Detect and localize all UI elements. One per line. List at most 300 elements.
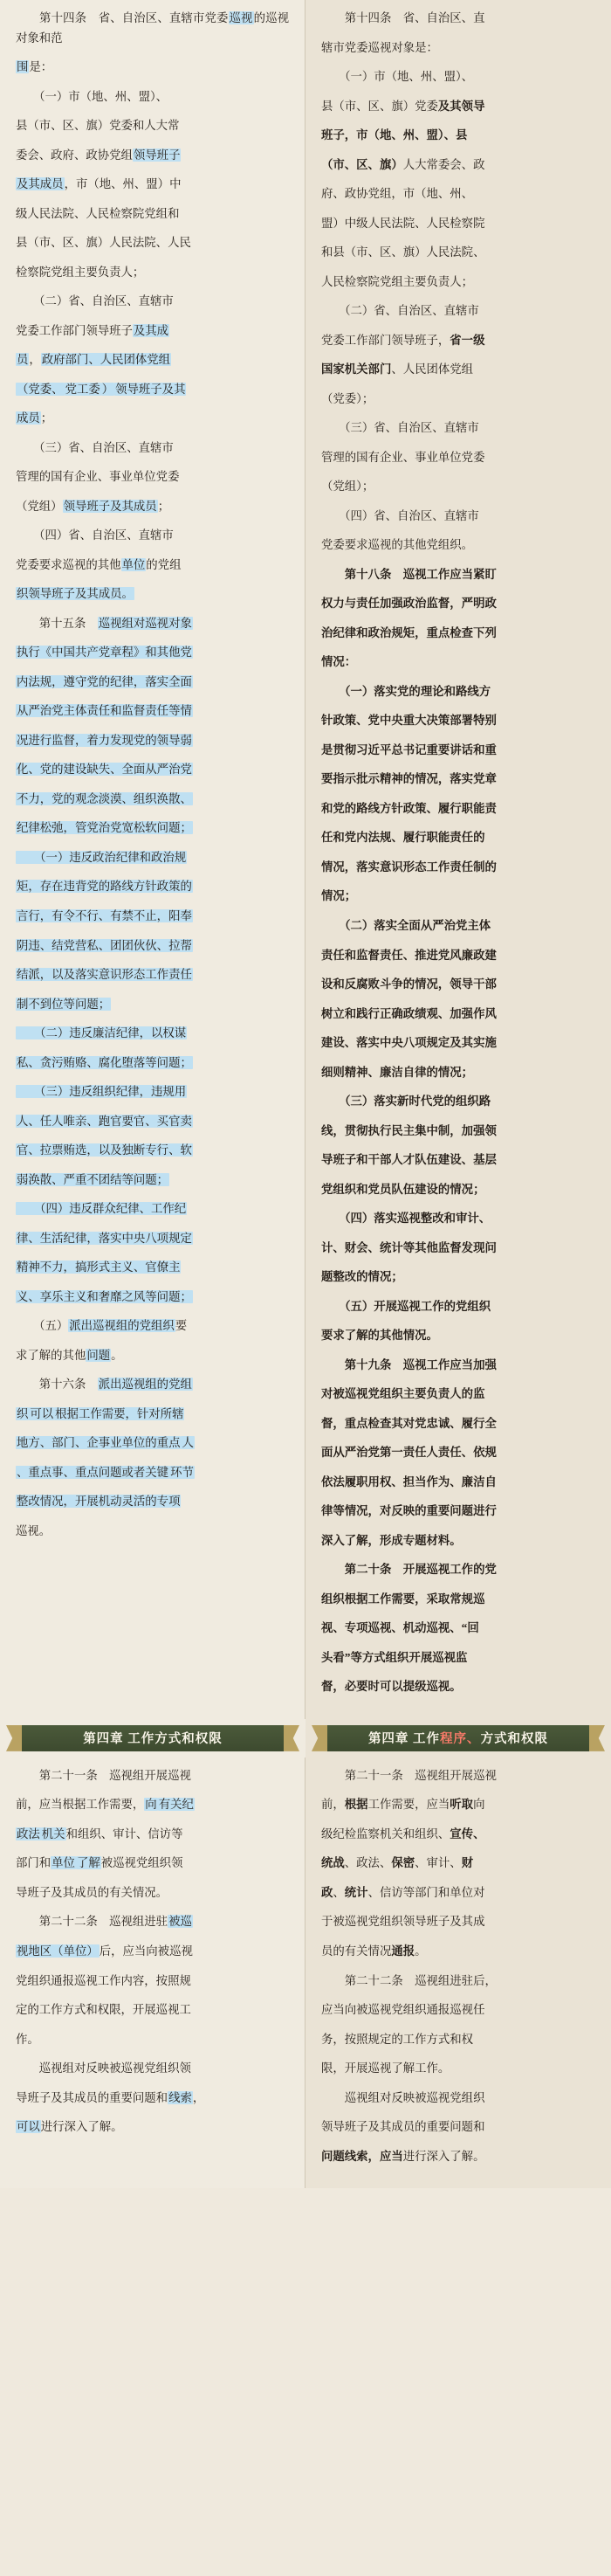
right-new-paragraph (321, 565, 595, 585)
text-run: 。 (111, 1348, 123, 1362)
left-old-paragraph (16, 848, 289, 868)
right-new-paragraph (321, 97, 595, 117)
left-old-paragraph (16, 1405, 289, 1425)
right-new-paragraph (321, 38, 595, 59)
highlighted-text: 弱涣散、严重不团结等问题； (17, 1172, 169, 1186)
left-old-paragraph (16, 1024, 289, 1044)
highlighted-text: 领导班子及其成员 (63, 499, 157, 513)
highlighted-text: 党工委 (65, 382, 100, 396)
text-run: 导班子及其成员的重要问题和 (16, 2090, 168, 2104)
text-run: ， (192, 2090, 205, 2104)
bold-text: （一）落实党的理论和路线方 (321, 684, 491, 698)
highlighted-text: 政府部门、人民团体党组 (41, 353, 171, 367)
right-new-paragraph (321, 682, 595, 702)
highlighted-text: ） (101, 382, 114, 396)
text-run: 委会、政府、政协党组 (16, 148, 133, 162)
left-old-paragraph (16, 1433, 289, 1454)
right-new-paragraph (321, 975, 595, 995)
left-old-paragraph (16, 790, 289, 810)
bold-text: （市、区、旗） (321, 157, 403, 171)
text-run: 级人民法院、人民检察院党组和 (16, 206, 180, 220)
text-run: 作。 (16, 2032, 39, 2046)
bold-text: 听取 (450, 1798, 474, 1812)
column-right-new (306, 0, 611, 1719)
left-old-paragraph (16, 1316, 289, 1336)
highlighted-text: 织 (17, 1406, 29, 1420)
text-run: （党组）； (321, 480, 374, 494)
text-run: （三）省、自治区、直辖市 (321, 421, 479, 435)
bold-text: 树立和践行正确政绩观、加强作风 (321, 1006, 497, 1020)
text-run: 第二十一条 巡视组开展巡视 (16, 1768, 191, 1782)
text-run: 管理的国有企业、事业单位党委 (321, 450, 485, 464)
right-new-paragraph (321, 418, 595, 439)
text-run: 第二十二条 巡视组进驻后， (321, 1973, 497, 1987)
comparison-bottom (0, 1758, 611, 2188)
bold-text: 权力与责任加强政治监督，严明政 (321, 597, 497, 611)
highlighted-text: 况进行监督，着力发现党的领导弱 (17, 733, 192, 747)
bold-text: 及其领导 (437, 99, 485, 113)
highlighted-text: 私、贪污贿赂、腐化堕落等问题； (17, 1055, 192, 1069)
text-run: 、 (333, 1885, 345, 1899)
right-new-paragraph (321, 1560, 595, 1580)
left-old-paragraph (16, 1522, 289, 1542)
highlighted-text: 派出巡视组的党组织 (69, 1319, 175, 1333)
text-run: 巡视。 (16, 1523, 51, 1537)
text-run: （四）省、自治区、直辖市 (321, 508, 479, 522)
bold-text: 情况： (321, 655, 357, 669)
bold-text: 情况 (402, 1329, 427, 1343)
bold-text: 深入了解，形成专题材料。 (321, 1533, 462, 1547)
bold-text: 和党的路线方针政策、履行职能责 (321, 801, 497, 815)
highlighted-text: （党委、 (17, 382, 64, 396)
highlighted-text: 可以 (30, 1406, 54, 1420)
left-old-paragraph (16, 233, 289, 253)
right-new-paragraph (321, 828, 595, 848)
left-old-paragraph (16, 9, 289, 48)
bold-text: （二）落实全面从严治党主体 (321, 918, 491, 932)
right-new-paragraph (321, 624, 595, 644)
right-new-paragraph (321, 1239, 595, 1259)
highlighted-text: 矩，存在违背党的路线方针政策的 (17, 880, 192, 894)
text-run: 级纪检监察机关和组织、 (321, 1827, 450, 1840)
chapter-title-left: 第四章 工作方式和权限 (83, 1732, 223, 1747)
highlighted-text: 人 (182, 1436, 194, 1450)
right-new-paragraph (321, 67, 595, 87)
bold-text: 面从严治党第一责任人责任、依规 (321, 1446, 497, 1460)
right-new-paragraph (321, 301, 595, 321)
right-new-paragraph (321, 535, 595, 556)
highlighted-text: 制不到位等问题； (17, 997, 111, 1011)
bold-text: 导班子和干部人才队伍建设、基层 (321, 1153, 497, 1167)
highlighted-text: 政法 (17, 1827, 40, 1840)
left-old-paragraph (16, 1883, 289, 1903)
highlighted-text: 巡视 (229, 11, 253, 24)
right-new-paragraph (321, 1443, 595, 1463)
left-old-paragraph (16, 1053, 289, 1074)
left-old-paragraph (16, 467, 289, 487)
left-old-paragraph (16, 1766, 289, 1786)
highlighted-text: 结派，以及落实意识形态工作责任 (17, 968, 192, 982)
bold-text: 财 (461, 1856, 474, 1870)
bold-text: 题整改的情况； (321, 1270, 403, 1284)
bold-text: 组织根据工作需要， (321, 1592, 427, 1606)
text-run: 人大常委会、政 (402, 157, 485, 171)
right-new-paragraph (321, 1297, 595, 1317)
highlighted-text: 单位 (51, 1856, 75, 1870)
right-new-paragraph (321, 477, 595, 497)
right-new-paragraph (321, 2030, 595, 2050)
text-run: 要 (175, 1319, 188, 1333)
text-run: 员的有关情况 (321, 1944, 392, 1958)
bold-text: 设和反腐败斗争的情况，领导干部 (321, 977, 497, 991)
bold-text: 头看”等方式组织开展巡视监 (321, 1650, 468, 1664)
text-run: 被巡视党组织领导班子及其成 (333, 1915, 485, 1929)
highlighted-text: 领导班子 (133, 148, 181, 162)
bold-text: 线，贯彻执行民主集中制，加强领 (321, 1123, 497, 1137)
highlighted-text: 了解 (76, 1856, 100, 1870)
highlighted-text: 官、拉票贿选，以及独断专行、软 (17, 1143, 192, 1157)
text-run: 第十五条 (16, 616, 98, 630)
text-run: 是： (29, 60, 53, 74)
left-old-paragraph (16, 731, 289, 751)
left-old-paragraph (16, 1229, 289, 1249)
highlighted-text: 从严治党主体责任和监督责任等情 (17, 704, 192, 718)
text-run: （党委）； (321, 391, 374, 405)
right-new-paragraph (321, 184, 595, 204)
left-old-paragraph (16, 2000, 289, 2020)
text-run: 党委工作部门领导班子 (16, 323, 133, 337)
right-new-paragraph (321, 1005, 595, 1025)
text-run: （二）省、自治区、直辖市 (16, 294, 174, 308)
bold-text: 要指示批示精神的情况，落实党章 (321, 772, 497, 786)
left-old-paragraph (16, 877, 289, 897)
bold-text: 省一级 (450, 333, 485, 347)
left-old-paragraph (16, 1288, 289, 1308)
text-run: 和县（市、区、旗）人民法院、 (321, 245, 485, 259)
bold-text: 第十九条 巡视工作应当加强 (321, 1357, 497, 1371)
right-new-paragraph (321, 711, 595, 731)
right-new-paragraph (321, 1502, 595, 1522)
column-left-old (0, 0, 306, 1719)
text-run: 、信访等部门和单位对 (367, 1885, 485, 1899)
bold-text: 。 (426, 1329, 438, 1343)
right-new-paragraph (321, 1825, 595, 1845)
left-old-paragraph (16, 1375, 289, 1395)
right-new-paragraph (321, 1150, 595, 1171)
left-old-paragraph (16, 673, 289, 693)
right-new-paragraph (321, 1883, 595, 1903)
text-run: 府、政协党组，市（地、州、 (321, 187, 474, 201)
bold-text: 依法履职用权、担当作为、廉洁自 (321, 1474, 497, 1488)
text-run: 前，应当根据工作需要， (16, 1798, 145, 1812)
text-run: 辖市党委巡视对象是： (321, 40, 438, 54)
bold-text: 情况，落实意识形态工作责任制的 (321, 860, 497, 874)
chapter-title-right-suffix: 方式和权限 (480, 1732, 549, 1747)
right-new-paragraph (321, 331, 595, 351)
bold-text: 第十八条 (321, 567, 403, 581)
bold-text: 国家机关部门 (321, 363, 392, 376)
bold-text: 针政策、党中央重大决策部署特别 (321, 714, 497, 728)
text-run: 、审计、 (415, 1856, 462, 1870)
right-new-paragraph (321, 1531, 595, 1551)
left-old-paragraph (16, 1463, 289, 1483)
text-run: 定的工作方式和权限，开展巡视工 (16, 2003, 191, 2017)
left-old-paragraph (16, 526, 289, 546)
bold-text: 细则精神、廉洁自律的情况； (321, 1065, 474, 1079)
text-run: 县（市、区、旗）党委 (321, 99, 438, 113)
left-old-paragraph (16, 380, 289, 400)
left-old-paragraph (16, 1112, 289, 1132)
right-new-paragraph (321, 9, 595, 29)
left-old-paragraph (16, 1258, 289, 1278)
left-old-paragraph (16, 1795, 289, 1815)
text-run: 的巡视对象和范 (16, 11, 290, 45)
highlighted-text: 人、任人唯亲、跑官要官、买官卖 (17, 1114, 192, 1128)
chapter-bar (0, 1719, 611, 1758)
right-new-paragraph (321, 1473, 595, 1493)
column-left-old-2 (0, 1758, 306, 2188)
highlighted-text: （三）违反组织纪律，违规用 (17, 1085, 187, 1099)
right-new-paragraph (321, 858, 595, 878)
text-run: ； (157, 499, 170, 513)
text-run: ； (40, 411, 53, 425)
bold-text: 问题线索， (321, 2149, 380, 2163)
text-run: 第十六条 (16, 1378, 98, 1392)
text-run: 人民检察院党组主要负责人； (321, 274, 474, 288)
left-old-paragraph (16, 556, 289, 576)
highlighted-text: 及其成员 (17, 177, 64, 191)
highlighted-text: （一）违反政治纪律和政治规 (17, 850, 187, 864)
highlighted-text: 精神不力，搞形式主义、官僚主 (17, 1260, 181, 1274)
text-run: 和组织、审计、信访等 (65, 1827, 183, 1840)
text-run: 第十四条 省、自治区、直 (321, 11, 485, 24)
highlighted-text: 义、享乐主义和奢靡之风等问题； (17, 1289, 192, 1303)
bold-text: 建设、落实中央八项规定及其实施 (321, 1036, 497, 1050)
text-run: （一）市（地、州、盟）、 (16, 89, 168, 103)
right-new-paragraph (321, 1092, 595, 1112)
left-old-paragraph (16, 760, 289, 780)
bold-text: 督，重点检查其对党忠诚、履行全 (321, 1416, 497, 1430)
left-old-paragraph (16, 643, 289, 663)
left-old-paragraph (16, 2059, 289, 2079)
right-new-paragraph (321, 1590, 595, 1610)
right-new-paragraph (321, 507, 595, 527)
right-new-paragraph (321, 1414, 595, 1434)
text-run: 进行深入了解。 (40, 2120, 123, 2134)
right-new-paragraph (321, 741, 595, 761)
right-new-paragraph (321, 390, 595, 410)
bold-text: 是贯彻习近平总书记重要讲话和重 (321, 742, 497, 756)
left-old-paragraph (16, 907, 289, 927)
right-new-paragraph (321, 1972, 595, 1992)
right-new-paragraph (321, 770, 595, 790)
bold-text: 责任和监督责任、推进党风廉政建 (321, 948, 497, 962)
right-new-paragraph (321, 1766, 595, 1786)
left-old-paragraph (16, 584, 289, 604)
text-run: 第十四条 省、自治区、直辖市党委 (16, 11, 229, 24)
bold-text: 巡视工作应当紧盯 (402, 567, 497, 581)
text-run: 管理的国有企业、事业单位党委 (16, 470, 180, 484)
bold-text: 计、财会、统计等其他监督发现问 (321, 1240, 497, 1254)
bold-text: （四）落实巡视整改和审计、 (321, 1212, 491, 1226)
right-new-paragraph (321, 594, 595, 614)
highlighted-text: 化、党的建设缺失、全面从严治党 (17, 763, 192, 777)
chapter-bar-right (306, 1719, 611, 1758)
left-old-paragraph (16, 818, 289, 839)
right-new-paragraph (321, 2059, 595, 2079)
bold-text: 统计 (344, 1885, 368, 1899)
highlighted-text: 织领导班子及其成员。 (17, 587, 134, 601)
text-run: 于 (321, 1915, 333, 1929)
highlighted-text: 地方、部门、企事业单位的重点 (17, 1436, 181, 1450)
bold-text: 律等情况，对反映的重要问题进行 (321, 1504, 497, 1518)
text-run: 党委要求巡视的其他党组织。 (321, 538, 474, 552)
chapter-ribbon-right (327, 1725, 589, 1751)
chapter-ribbon-left (22, 1725, 284, 1751)
text-run: 工作需要，应当 (367, 1798, 450, 1812)
left-old-paragraph (16, 1912, 289, 1932)
bold-text: 督，必要时可以提级巡视。 (321, 1680, 462, 1694)
right-new-paragraph (321, 1648, 595, 1668)
highlighted-text: 阴违、结党营私、团团伙伙、拉帮 (17, 938, 192, 952)
bold-text: 任和党内法规、履行职能责任的 (321, 831, 485, 845)
highlighted-text: 执行《中国共产党章程》和其他党 (17, 646, 192, 660)
right-new-paragraph (321, 2089, 595, 2109)
highlighted-text: 巡视组对巡视对象 (98, 616, 192, 630)
bold-text: 视 (321, 1621, 333, 1635)
text-run: 县（市、区、旗）人民法院、人民 (16, 236, 191, 250)
right-new-paragraph (321, 1180, 595, 1200)
highlighted-text: 纪律松弛，管党治党宽松软问题； (17, 821, 192, 835)
right-new-paragraph (321, 155, 595, 176)
bold-text: 对被巡视党组织主要负责人的监 (321, 1387, 485, 1401)
highlighted-text: 向 (145, 1798, 157, 1812)
text-run: （二）省、自治区、直辖市 (321, 304, 479, 318)
text-run: ， (29, 353, 41, 367)
highlighted-text: 视地区（单位） (17, 1944, 99, 1958)
right-new-paragraph (321, 887, 595, 907)
right-new-paragraph (321, 273, 595, 293)
left-old-paragraph (16, 1492, 289, 1512)
left-old-paragraph (16, 87, 289, 107)
bold-text: 党组织和党员队伍建设的情况； (321, 1182, 485, 1196)
left-old-paragraph (16, 321, 289, 342)
bold-text: 情况； (321, 889, 357, 903)
bold-text: 根据 (344, 1798, 368, 1812)
left-old-paragraph (16, 1171, 289, 1191)
bold-text: 应当 (379, 2149, 403, 2163)
highlighted-text: 内法规，遵守党的纪律，落实全面 (17, 674, 192, 688)
right-new-paragraph (321, 799, 595, 819)
right-new-paragraph (321, 653, 595, 673)
text-run: （四）省、自治区、直辖市 (16, 528, 174, 542)
text-run: 导班子及其成员的有关情况。 (16, 1885, 168, 1899)
left-old-paragraph (16, 995, 289, 1015)
bold-text: （三）落实新时代党的组织路 (321, 1095, 491, 1108)
left-old-paragraph (16, 1825, 289, 1845)
right-new-paragraph (321, 946, 595, 966)
highlighted-text: 领导班子及其 (115, 382, 186, 396)
text-run: 县（市、区、旗）党委和人大常 (16, 119, 180, 133)
highlighted-text: 、重点事、重点问题或者关键 (17, 1465, 169, 1479)
text-run: 的党组 (146, 557, 182, 571)
text-run: 被巡视党组织领 (100, 1856, 183, 1870)
text-run: 应当向被巡视党组织通报巡视任 (321, 2003, 485, 2017)
text-run: 。 (415, 1944, 427, 1958)
right-new-paragraph (321, 1677, 595, 1697)
bold-text: 班子，市（地、州、盟）、县 (321, 128, 468, 142)
right-new-paragraph (321, 2000, 595, 2020)
highlighted-text: （二）违反廉洁纪律，以权谋 (17, 1026, 187, 1040)
text-run: （党组） (16, 499, 63, 513)
highlighted-text: 有关纪 (158, 1798, 194, 1812)
column-right-new-2 (306, 1758, 611, 2188)
bold-text: 保密 (391, 1856, 415, 1870)
right-new-paragraph (321, 1912, 595, 1932)
bold-text: 通报 (391, 1944, 415, 1958)
left-old-paragraph (16, 263, 289, 283)
bold-text: 治纪律和政治规矩，重点检查下列 (321, 625, 497, 639)
right-new-paragraph (321, 1209, 595, 1229)
text-run: （五） (16, 1319, 69, 1333)
left-old-paragraph (16, 204, 289, 224)
left-old-paragraph (16, 936, 289, 957)
bold-text: 、专项巡视、机动巡视、“回 (333, 1621, 479, 1635)
bold-text: 统战 (321, 1856, 345, 1870)
text-run: （一）市（地、州、盟）、 (321, 70, 474, 84)
bold-text: 要求了解的其他 (321, 1329, 403, 1343)
left-old-paragraph (16, 58, 289, 78)
right-new-paragraph (321, 1795, 595, 1815)
right-new-paragraph (321, 360, 595, 380)
right-new-paragraph (321, 1033, 595, 1053)
left-old-paragraph (16, 1942, 289, 1962)
left-old-paragraph (16, 439, 289, 459)
text-run: 党组织通报巡视工作内容，按照规 (16, 1973, 191, 1987)
text-run: 盟）中级人民法院、人民检察院 (321, 216, 485, 230)
left-old-paragraph (16, 2030, 289, 2050)
text-run: 务，按照规定的工作方式和权 (321, 2032, 474, 2046)
highlighted-text: 律、生活纪律，落实中央八项规定 (17, 1231, 192, 1245)
highlighted-text: 被巡 (168, 1915, 192, 1929)
highlighted-text: 单位 (121, 557, 146, 571)
text-run: 检察院党组主要负责人； (16, 265, 145, 279)
left-old-paragraph (16, 350, 289, 370)
left-old-paragraph (16, 1346, 289, 1366)
right-new-paragraph (321, 1356, 595, 1376)
highlighted-text: 派出巡视组的党组 (98, 1378, 192, 1392)
text-run: 第二十二条 巡视组进驻 (16, 1915, 168, 1929)
text-run: 巡视组对反映被巡视党组织领 (16, 2061, 191, 2075)
text-run: 第二十一条 巡视组开展巡视 (321, 1768, 497, 1782)
highlighted-text: 整改情况，开展机动灵活的专项 (17, 1495, 181, 1509)
right-new-paragraph (321, 1326, 595, 1346)
bold-text: 开展巡视工作的党 (402, 1563, 497, 1577)
right-new-paragraph (321, 243, 595, 263)
left-old-paragraph (16, 1082, 289, 1102)
text-run: 前， (321, 1798, 345, 1812)
left-old-paragraph (16, 146, 289, 166)
right-new-paragraph (321, 1942, 595, 1962)
right-new-paragraph (321, 448, 595, 468)
left-old-paragraph (16, 2089, 289, 2109)
bold-text: 宣传、 (450, 1827, 485, 1840)
chapter-title-right-emphasis: 程序、 (440, 1732, 481, 1747)
right-new-paragraph (321, 1619, 595, 1639)
highlighted-text: 可以 (17, 2120, 40, 2134)
right-new-paragraph (321, 1063, 595, 1083)
highlighted-text: 线索 (168, 2090, 192, 2104)
